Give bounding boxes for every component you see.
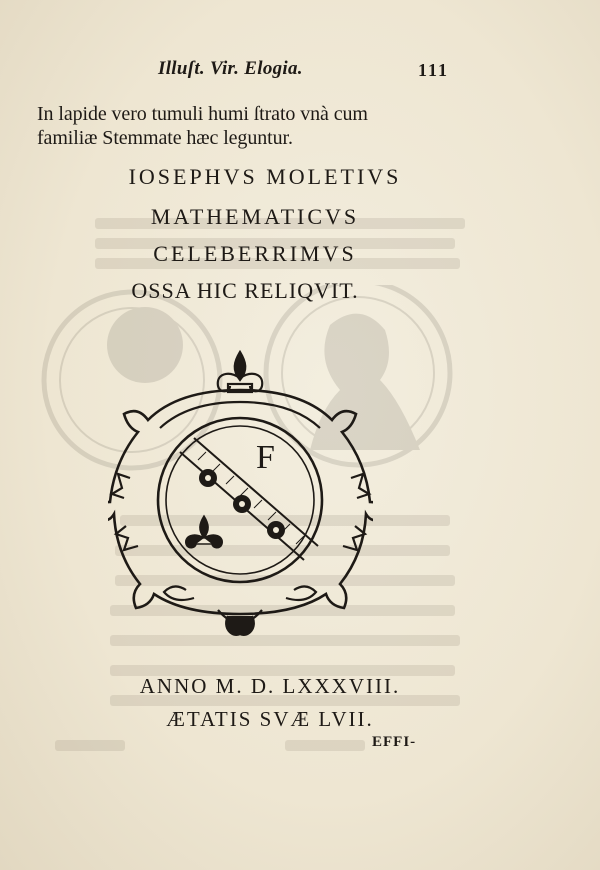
inscription-line: IOSEPHVS MOLETIVS [128,164,402,189]
inscription-line: OSSA HIC RELIQVIT. [131,278,359,303]
crest-initial: F [256,439,275,476]
running-title: Illuſt. Vir. Elogia. [158,58,303,79]
catchword: EFFI- [372,734,417,750]
coat-of-arms-illustration [108,348,373,640]
page-number: 111 [418,60,450,80]
intro-line: In lapide vero tumuli humi ſtrato vnà cum [37,103,368,125]
inscription-line: MATHEMATICVS [150,204,360,229]
date-line: ANNO M. D. LXXXVIII. [139,674,401,698]
inscription-line: CELEBERRIMVS [153,241,357,266]
intro-line: familiæ Stemmate hæc leguntur. [37,127,293,149]
date-line: ÆTATIS SVÆ LVII. [166,707,374,731]
